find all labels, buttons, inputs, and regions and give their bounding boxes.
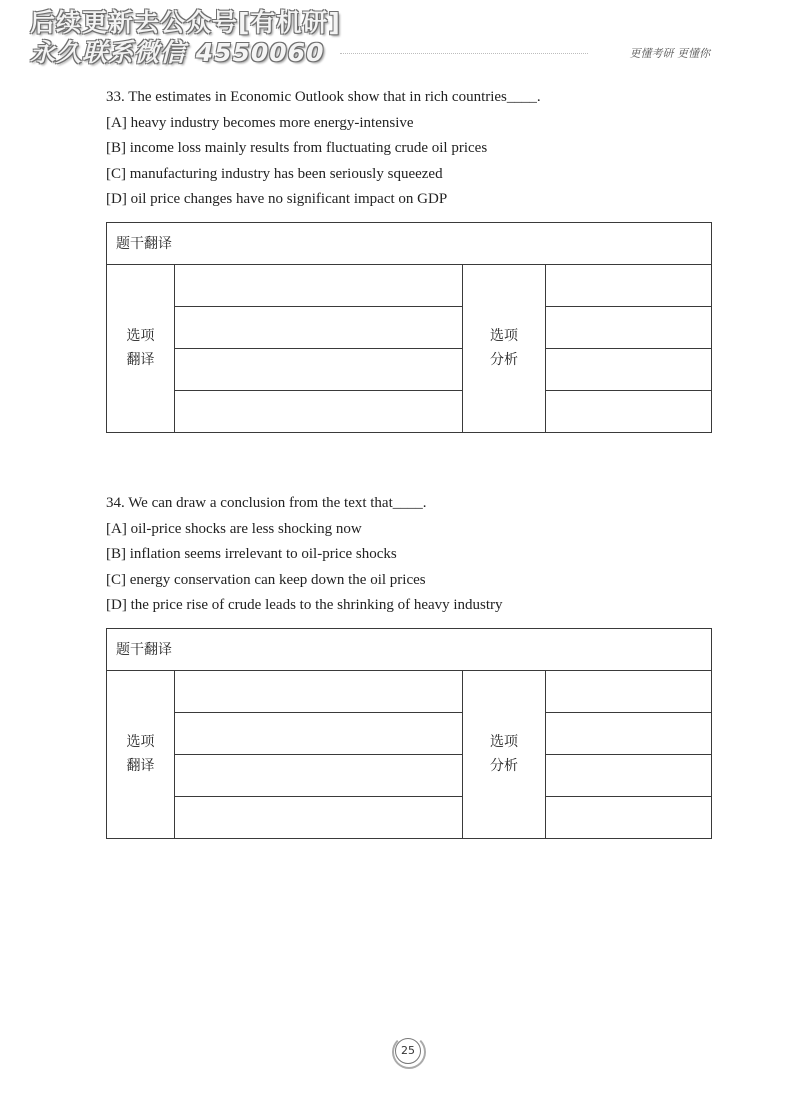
option-b: [B] income loss mainly results from fluctuating crude oil prices — [106, 140, 488, 156]
option-c: [C] energy conservation can keep down the oil prices — [106, 571, 426, 588]
page-number: 25 — [401, 1044, 415, 1057]
watermark — [30, 8, 341, 68]
option-a: [A] oil-price shocks are less shocking now — [106, 520, 362, 537]
option-analysis-blank[interactable] — [546, 670, 712, 712]
option-translation-label: 选项 翻译 — [107, 264, 175, 432]
option-translation-blank[interactable] — [175, 712, 463, 754]
option-a: [A] heavy industry becomes more energy-intensive — [106, 114, 414, 131]
option-analysis-blank[interactable] — [546, 264, 712, 306]
option-translation-label: 选项 翻译 — [107, 670, 175, 838]
option-translation-blank[interactable] — [175, 796, 463, 838]
option-analysis-blank[interactable] — [546, 712, 712, 754]
option-translation-blank[interactable] — [175, 670, 463, 712]
option-analysis-label: 选项 分析 — [463, 670, 546, 838]
question-33 — [106, 85, 716, 433]
stem-translation-cell[interactable]: 题干翻译 — [107, 222, 712, 264]
header-divider — [340, 53, 588, 54]
translation-table — [106, 222, 712, 433]
option-b: [B] inflation seems irrelevant to oil-price shocks — [106, 546, 397, 562]
translation-table — [106, 628, 712, 839]
stem-translation-cell[interactable]: 题干翻译 — [107, 628, 712, 670]
watermark-line-2: 永久联系微信 4550060 — [30, 38, 325, 67]
option-analysis-blank[interactable] — [546, 306, 712, 348]
option-translation-blank[interactable] — [175, 348, 463, 390]
question-stem: 33. The estimates in Economic Outlook show that in rich countries____. — [106, 89, 541, 105]
header-slogan: 更懂考研 更懂你 — [629, 47, 710, 60]
option-d: [D] oil price changes have no significant impact on GDP — [106, 191, 448, 207]
option-translation-blank[interactable] — [175, 390, 463, 432]
option-d: [D] the price rise of crude leads to the shrinking of heavy industry — [106, 597, 503, 613]
watermark-line-1: 后续更新去公众号[有机研] — [30, 8, 341, 37]
option-translation-blank[interactable] — [175, 306, 463, 348]
option-analysis-label: 选项 分析 — [463, 264, 546, 432]
question-34 — [106, 491, 716, 839]
option-analysis-blank[interactable] — [546, 754, 712, 796]
option-analysis-blank[interactable] — [546, 348, 712, 390]
question-stem: 34. We can draw a conclusion from the text that____. — [106, 495, 427, 511]
page-number-badge — [395, 1038, 423, 1066]
option-analysis-blank[interactable] — [546, 390, 712, 432]
option-translation-blank[interactable] — [175, 264, 463, 306]
option-c: [C] manufacturing industry has been seriously squeezed — [106, 165, 443, 182]
option-analysis-blank[interactable] — [546, 796, 712, 838]
option-translation-blank[interactable] — [175, 754, 463, 796]
